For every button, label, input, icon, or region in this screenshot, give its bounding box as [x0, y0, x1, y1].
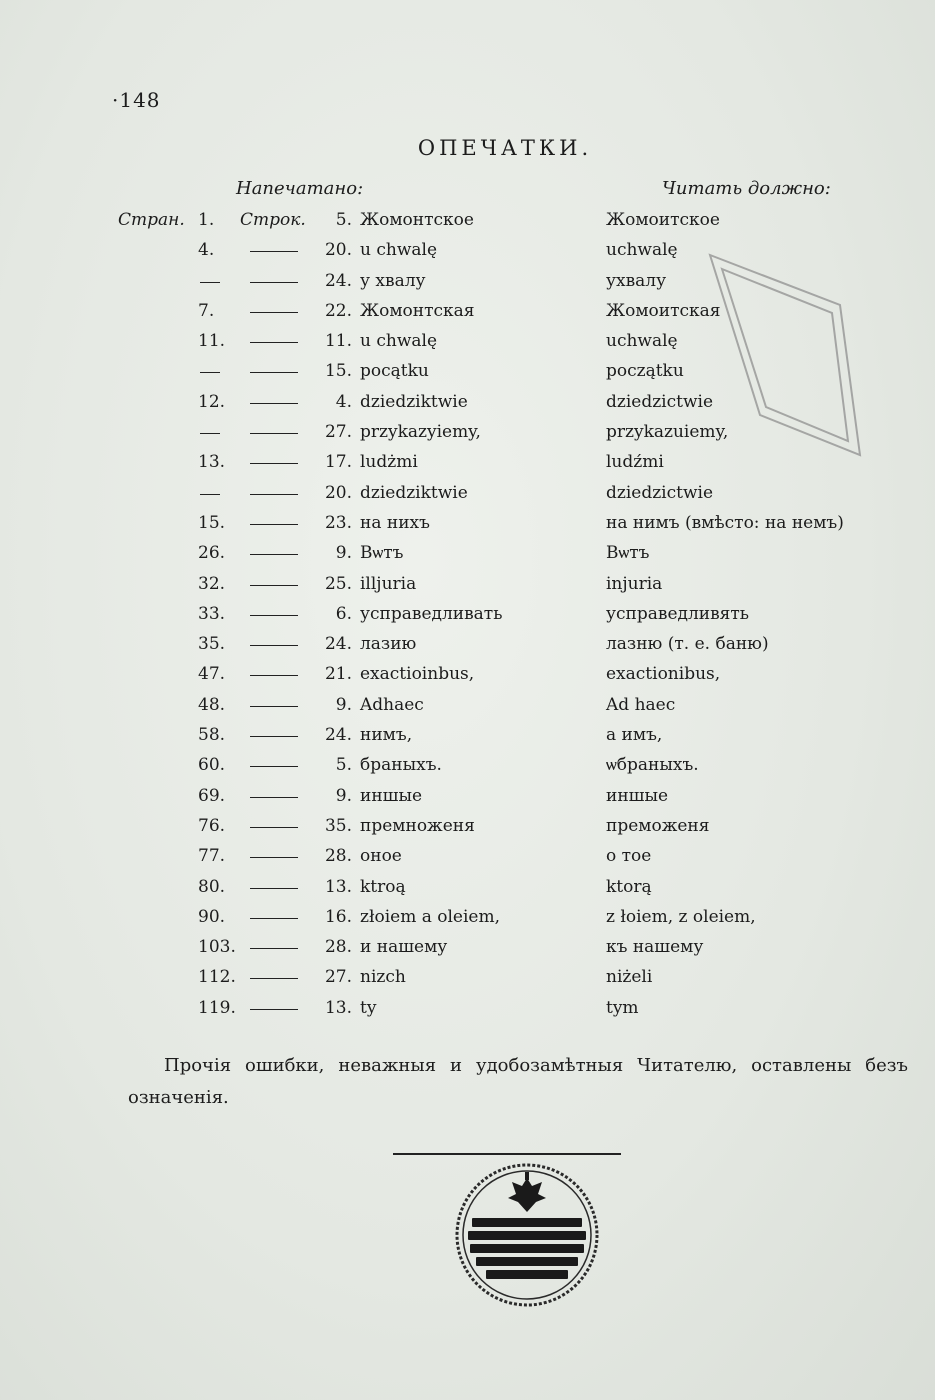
errata-row — [0, 658, 935, 688]
printed-text: усправедливать — [360, 603, 503, 624]
corrected-text: przykazuiemy, — [606, 422, 729, 443]
page-ref: 7. — [198, 300, 215, 321]
ditto-dash — [250, 524, 298, 525]
printed-text: ty — [360, 997, 377, 1018]
page-ref: 1. — [198, 210, 215, 230]
corrected-text: ludźmi — [606, 452, 664, 473]
errata-row — [0, 204, 935, 234]
printed-text: pocątku — [360, 361, 429, 382]
printed-text: и нашему — [360, 937, 448, 958]
ditto-dash — [200, 282, 220, 283]
ditto-dash — [250, 1009, 298, 1010]
corrected-text: къ нашему — [606, 937, 704, 958]
line-ref: 21. — [324, 664, 352, 685]
errata-row — [0, 961, 935, 991]
corrected-text: ухвалу — [606, 270, 667, 291]
corrected-text: dziedzictwie — [606, 482, 714, 503]
line-ref: 5. — [335, 755, 352, 776]
page-ref: 80. — [198, 876, 226, 897]
errata-row — [0, 507, 935, 537]
errata-row — [0, 749, 935, 779]
line-ref: 20. — [324, 482, 352, 503]
printed-text: оное — [360, 846, 402, 867]
printed-text: Adhaec — [360, 694, 424, 715]
corrected-text: uchwalę — [606, 240, 678, 261]
line-ref: 4. — [335, 391, 352, 412]
line-ref: 5. — [335, 210, 352, 230]
line-ref: 28. — [324, 937, 352, 958]
corrected-text: усправедливять — [606, 603, 750, 624]
ditto-dash — [200, 372, 220, 373]
line-ref: 13. — [324, 997, 352, 1018]
corrected-text: а имъ, — [606, 725, 663, 746]
page-ref: 13. — [198, 452, 226, 473]
printed-text: u chwalę — [360, 331, 438, 352]
printed-text: у хвалу — [360, 270, 426, 291]
line-ref: 25. — [324, 573, 352, 594]
library-stamp — [700, 235, 870, 465]
page-ref: 69. — [198, 785, 226, 806]
printed-text: нимъ, — [360, 725, 413, 746]
corrected-text: dziedzictwie — [606, 391, 714, 412]
ditto-dash — [250, 312, 298, 313]
printed-text: dziedziktwie — [360, 391, 468, 412]
page-ref: 32. — [198, 573, 226, 594]
corrected-text: о тое — [606, 846, 652, 867]
printed-text: przykazyiemy, — [360, 422, 481, 443]
page-column-label: Стран. — [118, 210, 185, 230]
page-ref: 47. — [198, 664, 226, 685]
line-ref: 20. — [324, 240, 352, 261]
printed-column-header: Напечатано: — [236, 178, 364, 199]
eagle-icon — [508, 1172, 546, 1212]
page-ref: 112. — [198, 967, 236, 988]
ditto-dash — [250, 251, 298, 252]
page-ref: 60. — [198, 755, 226, 776]
line-ref: 23. — [324, 512, 352, 533]
round-seal — [452, 1160, 602, 1310]
printed-text: ludżmi — [360, 452, 418, 473]
corrected-text: ѡбраныхъ. — [606, 755, 699, 776]
ditto-dash — [250, 554, 298, 555]
line-ref: 22. — [324, 300, 352, 321]
ditto-dash — [250, 978, 298, 979]
errata-row — [0, 568, 935, 598]
corrected-text: exactionibus, — [606, 664, 721, 685]
page-ref: 90. — [198, 906, 226, 927]
page-number: ·148 — [112, 88, 161, 112]
ditto-dash — [250, 857, 298, 858]
line-ref: 9. — [335, 785, 352, 806]
errata-row — [0, 840, 935, 870]
line-ref: 9. — [335, 694, 352, 715]
line-ref: 15. — [324, 361, 352, 382]
ditto-dash — [250, 948, 298, 949]
line-ref: 11. — [324, 331, 352, 352]
line-ref: 24. — [324, 634, 352, 655]
ditto-dash — [250, 463, 298, 464]
corrected-text: ktorą — [606, 876, 652, 897]
page-ref: 76. — [198, 815, 226, 836]
line-ref: 17. — [324, 452, 352, 473]
corrected-text: niżeli — [606, 967, 653, 988]
closing-note: Прочія ошибки, неважныя и удобозамѣтныя Читателю, оставлены безъ означенія. — [128, 1055, 908, 1108]
errata-row — [0, 628, 935, 658]
ditto-dash — [250, 736, 298, 737]
line-ref: 24. — [324, 725, 352, 746]
errata-row — [0, 992, 935, 1022]
corrected-text: Ad haec — [606, 694, 676, 715]
ditto-dash — [250, 433, 298, 434]
page-ref: 4. — [198, 240, 215, 261]
line-ref: 35. — [324, 815, 352, 836]
page-ref: 35. — [198, 634, 226, 655]
printed-text: ktroą — [360, 876, 406, 897]
errata-row — [0, 780, 935, 810]
ditto-dash — [250, 403, 298, 404]
line-ref: 28. — [324, 846, 352, 867]
ditto-dash — [250, 675, 298, 676]
ditto-dash — [250, 372, 298, 373]
corrected-text: на нимъ (вмѣсто: на немъ) — [606, 512, 844, 533]
printed-text: exactioinbus, — [360, 664, 475, 685]
corrected-text: uchwalę — [606, 331, 678, 352]
line-ref: 9. — [335, 543, 352, 564]
printed-text: лазию — [360, 634, 417, 655]
ditto-dash — [250, 615, 298, 616]
errata-row — [0, 719, 935, 749]
page-ref: 103. — [198, 937, 236, 958]
page-ref: 77. — [198, 846, 226, 867]
ditto-dash — [200, 433, 220, 434]
ditto-dash — [250, 342, 298, 343]
printed-text: illjuria — [360, 573, 417, 594]
printed-text: браныхъ. — [360, 755, 442, 776]
line-ref: 6. — [335, 603, 352, 624]
corrected-text: лазню (т. е. баню) — [606, 634, 769, 655]
ditto-dash — [250, 706, 298, 707]
errata-row — [0, 689, 935, 719]
ditto-dash — [250, 494, 298, 495]
page-ref: 12. — [198, 391, 226, 412]
ditto-dash — [250, 797, 298, 798]
corrected-text: Жомоитская — [606, 300, 721, 321]
line-ref: 13. — [324, 876, 352, 897]
page-ref: 48. — [198, 694, 226, 715]
corrected-text: Жомоитское — [606, 210, 720, 230]
read-as-column-header: Читать должно: — [662, 178, 831, 199]
ditto-dash — [250, 918, 298, 919]
line-column-label: Строк. — [240, 210, 306, 230]
corrected-text: injuria — [606, 573, 663, 594]
corrected-text: tym — [606, 997, 639, 1018]
errata-row — [0, 871, 935, 901]
printed-text: u chwalę — [360, 240, 438, 261]
printed-text: nizch — [360, 967, 406, 988]
ditto-dash — [250, 888, 298, 889]
errata-row — [0, 477, 935, 507]
ditto-dash — [250, 827, 298, 828]
corrected-text: z łoiem, z oleiem, — [606, 906, 756, 927]
printed-text: Жомонтское — [360, 210, 474, 230]
printed-text: на нихъ — [360, 512, 430, 533]
corrected-text: преможеня — [606, 815, 710, 836]
errata-row — [0, 931, 935, 961]
ditto-dash — [250, 645, 298, 646]
line-ref: 27. — [324, 967, 352, 988]
page-ref: 33. — [198, 603, 226, 624]
errata-row — [0, 537, 935, 567]
divider — [393, 1153, 621, 1155]
corrected-text: иншые — [606, 785, 669, 806]
page-ref: 58. — [198, 725, 226, 746]
printed-text: Жомонтская — [360, 300, 475, 321]
printed-text: премноженя — [360, 815, 475, 836]
page-ref: 11. — [198, 331, 226, 352]
ditto-dash — [250, 766, 298, 767]
page-ref: 119. — [198, 997, 236, 1018]
ditto-dash — [200, 494, 220, 495]
line-ref: 27. — [324, 422, 352, 443]
printed-text: иншые — [360, 785, 423, 806]
printed-text: Вѡтъ — [360, 543, 404, 564]
page-ref: 26. — [198, 543, 226, 564]
line-ref: 16. — [324, 906, 352, 927]
printed-text: złoiem a oleiem, — [360, 906, 501, 927]
errata-row — [0, 598, 935, 628]
ditto-dash — [250, 282, 298, 283]
ditto-dash — [250, 585, 298, 586]
errata-row — [0, 810, 935, 840]
corrected-text: początku — [606, 361, 684, 382]
printed-text: dziedziktwie — [360, 482, 468, 503]
page-ref: 15. — [198, 512, 226, 533]
page-title: ОПЕЧАТКИ. — [417, 136, 593, 160]
line-ref: 24. — [324, 270, 352, 291]
corrected-text: Вѡтъ — [606, 543, 650, 564]
errata-row — [0, 901, 935, 931]
